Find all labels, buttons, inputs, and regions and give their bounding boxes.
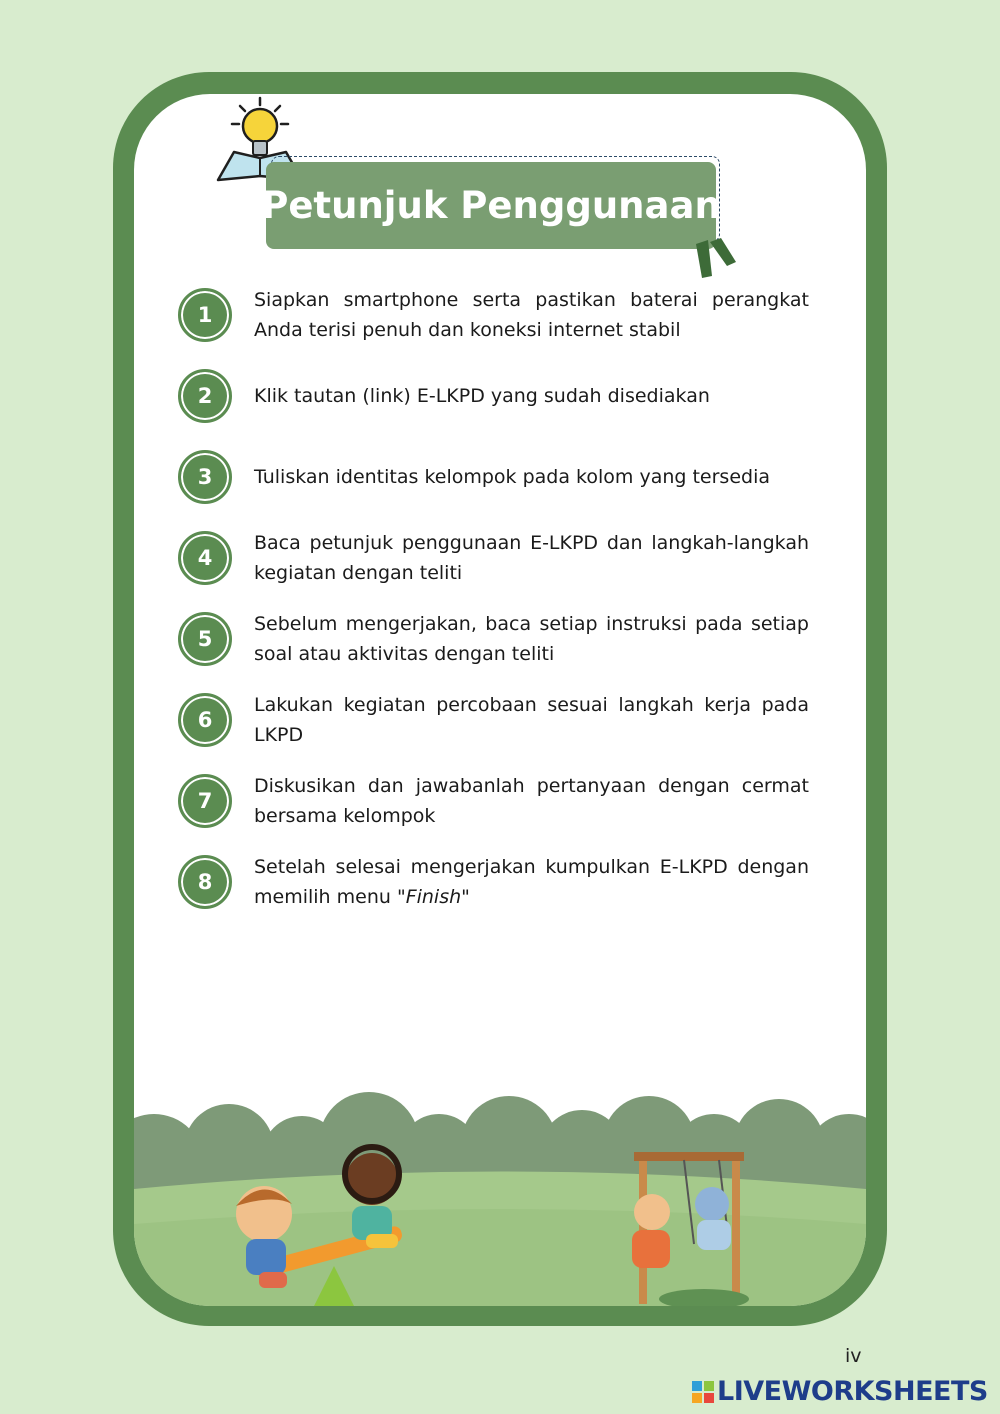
step-text: Baca petunjuk penggunaan E-LKPD dan langkah-langkah kegiatan dengan teliti <box>254 532 809 584</box>
step-number-badge: 8 <box>178 855 232 909</box>
step-text: Diskusikan dan jawabanlah pertanyaan dengan cermat bersama kelompok <box>254 775 809 827</box>
step-number-badge: 2 <box>178 369 232 423</box>
step-number-badge: 7 <box>178 774 232 828</box>
step-text: Tuliskan identitas kelompok pada kolom yang tersedia <box>254 466 770 488</box>
liveworksheets-wordmark: LIVEWORKSHEETS <box>717 1376 988 1407</box>
quote-mark-icon <box>694 236 738 280</box>
step-text-main: Setelah selesai mengerjakan kumpulkan E-LKPD dengan memilih menu " <box>254 856 809 908</box>
step-text: Siapkan smartphone serta pastikan baterai perangkat Anda terisi penuh dan koneksi internet stabil <box>254 289 809 341</box>
step-number-badge: 4 <box>178 531 232 585</box>
step-number-badge: 6 <box>178 693 232 747</box>
step-text-italic: Finish <box>405 886 462 908</box>
step-number-badge: 5 <box>178 612 232 666</box>
liveworksheets-logo-icon <box>692 1381 714 1403</box>
step-text <box>254 852 809 912</box>
step-text: Klik tautan (link) E-LKPD yang sudah disediakan <box>254 385 710 407</box>
step-text: Lakukan kegiatan percobaan sesuai langkah kerja pada LKPD <box>254 694 809 746</box>
step-number-badge: 1 <box>178 288 232 342</box>
step-text: Sebelum mengerjakan, baca setiap instruksi pada setiap soal atau aktivitas dengan teliti <box>254 613 809 665</box>
step-number-badge: 3 <box>178 450 232 504</box>
page-title: Petunjuk Penggunaan <box>266 162 716 249</box>
liveworksheets-logo <box>692 1376 988 1407</box>
page-number: iv <box>845 1345 862 1367</box>
step-text-end: " <box>461 886 470 908</box>
